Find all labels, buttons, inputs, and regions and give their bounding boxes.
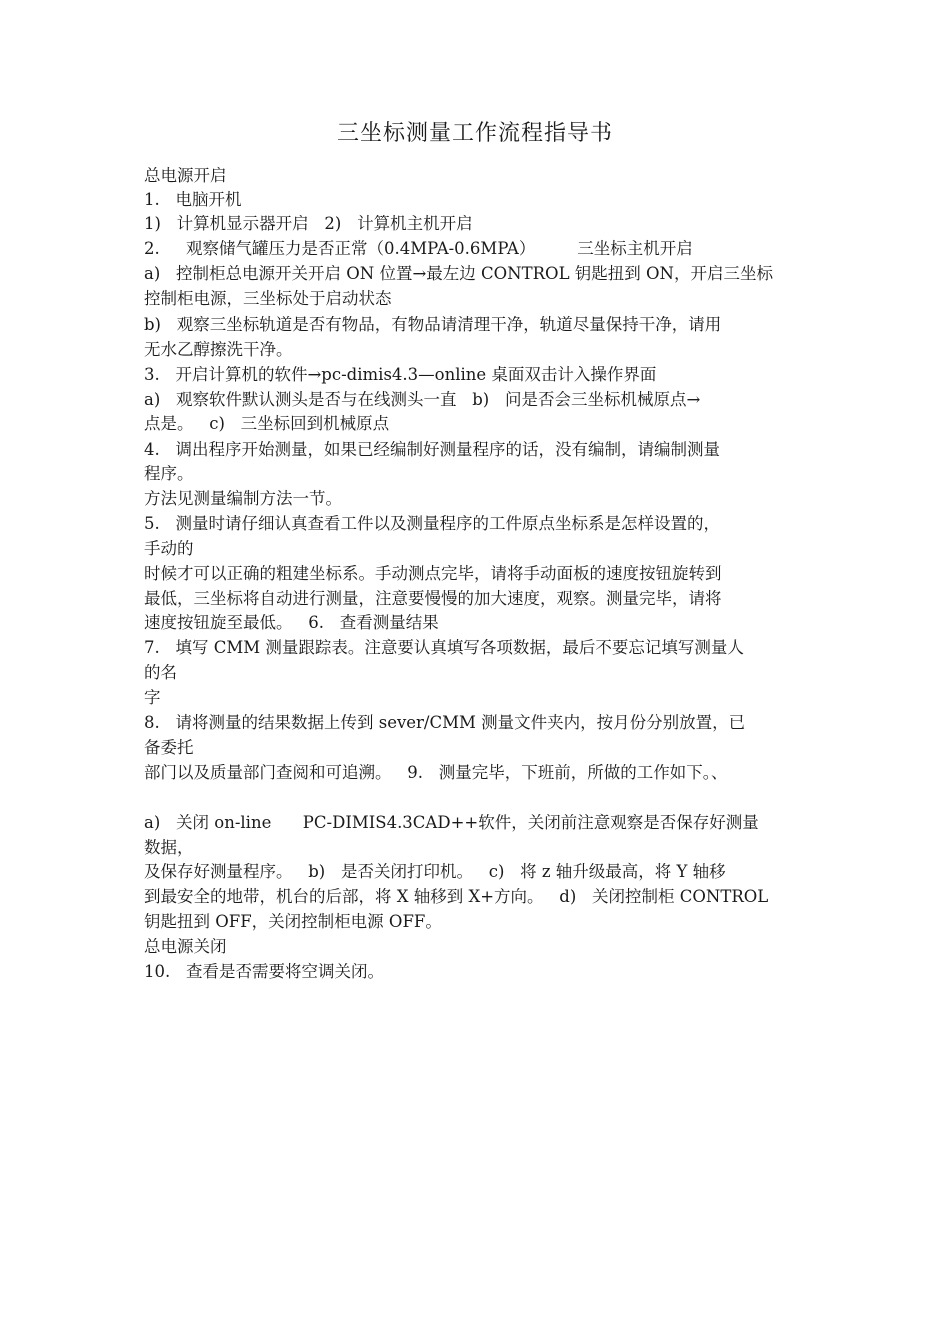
- text-line: b) 观察三坐标轨道是否有物品，有物品请清理干净，轨道尽量保持干净，请用: [144, 315, 722, 334]
- text-line: 手动的: [144, 539, 194, 558]
- text-line: 的名: [144, 663, 177, 682]
- text-line: 1) 计算机显示器开启 2) 计算机主机开启: [144, 214, 473, 233]
- text-line: 3. 开启计算机的软件→pc-dimis4.3—online 桌面双击计入操作界面: [144, 365, 657, 384]
- text-line: 钥匙扭到 OFF，关闭控制柜电源 OFF。: [144, 912, 442, 931]
- text-line: 10. 查看是否需要将空调关闭。: [144, 962, 384, 981]
- text-line: 及保存好测量程序。 b) 是否关闭打印机。 c) 将 z 轴升级最高，将 Y 轴移: [144, 862, 726, 881]
- text-line: 4. 调出程序开始测量，如果已经编制好测量程序的话，没有编制，请编制测量: [144, 440, 720, 459]
- text-line: 速度按钮旋至最低。 6. 查看测量结果: [144, 613, 439, 632]
- text-line: 时候才可以正确的粗建坐标系。手动测点完毕，请将手动面板的速度按钮旋转到: [144, 564, 722, 583]
- text-line: 字: [144, 688, 161, 707]
- text-line: 到最安全的地带，机台的后部，将 X 轴移到 X+方向。 d) 关闭控制柜 CONTROL: [144, 887, 769, 906]
- text-line: 部门以及质量部门查阅和可追溯。 9. 测量完毕，下班前，所做的工作如下。、: [144, 763, 728, 782]
- text-line: 控制柜电源，三坐标处于启动状态: [144, 289, 392, 308]
- text-line: 点是。 c) 三坐标回到机械原点: [144, 414, 390, 433]
- text-line: a) 关闭 on-line PC-DIMIS4.3CAD++软件，关闭前注意观察是否保存好测量: [144, 813, 759, 832]
- text-line: 备委托: [144, 738, 194, 757]
- text-line: 2. 观察储气罐压力是否正常（0.4MPA-0.6MPA） 三坐标主机开启: [144, 239, 693, 258]
- text-line: 8. 请将测量的结果数据上传到 sever/CMM 测量文件夹内，按月份分别放置，已: [144, 713, 746, 732]
- text-line: 7. 填写 CMM 测量跟踪表。注意要认真填写各项数据，最后不要忘记填写测量人: [144, 638, 744, 657]
- text-line: 1. 电脑开机: [144, 190, 242, 209]
- text-line: a) 观察软件默认测头是否与在线测头一直 b) 问是否会三坐标机械原点→: [144, 390, 701, 409]
- text-line: 5. 测量时请仔细认真查看工件以及测量程序的工件原点坐标系是怎样设置的，: [144, 514, 720, 533]
- text-line: 方法见测量编制方法一节。: [144, 489, 342, 508]
- text-line: 数据，: [144, 838, 194, 857]
- text-line: 总电源关闭: [144, 937, 227, 956]
- text-line: 总电源开启: [144, 166, 227, 185]
- text-line: 无水乙醇擦洗干净。: [144, 340, 293, 359]
- document-title: 三坐标测量工作流程指导书: [336, 121, 613, 146]
- text-line: 程序。: [144, 464, 194, 483]
- text-line: 最低，三坐标将自动进行测量，注意要慢慢的加大速度，观察。测量完毕，请将: [144, 589, 722, 608]
- text-line: a) 控制柜总电源开关开启 ON 位置→最左边 CONTROL 钥匙扭到 ON，开启三坐标: [144, 264, 773, 283]
